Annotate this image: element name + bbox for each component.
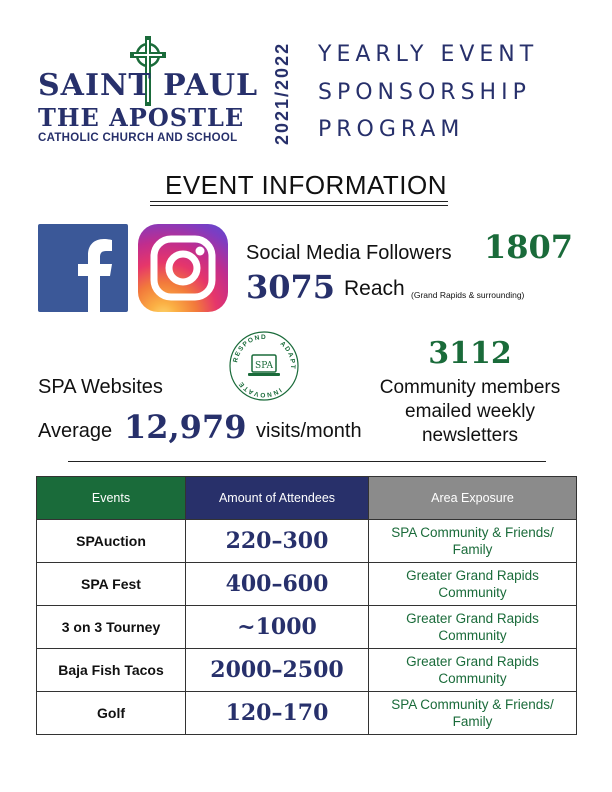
seal-monogram: SPA	[255, 361, 273, 371]
seal-word-2: ADAPT	[278, 340, 297, 371]
respond-adapt-innovate-seal-icon	[228, 330, 300, 402]
email-text-line1: Community members	[379, 377, 561, 398]
table-row	[37, 649, 577, 692]
header-events: Events	[37, 477, 186, 520]
email-text-line2: emailed weekly	[405, 401, 535, 422]
logo-name-line1: SAINT PAUL	[38, 68, 259, 103]
event-attendees: 220–300	[186, 520, 369, 563]
email-description	[360, 376, 580, 448]
event-area: Greater Grand Rapids Community	[369, 606, 577, 649]
section-divider	[68, 461, 546, 462]
event-name: SPA Fest	[37, 563, 186, 606]
email-count-value: 3112	[428, 336, 512, 371]
table-row	[37, 563, 577, 606]
event-attendees: 120–170	[186, 692, 369, 735]
title-divider	[150, 201, 448, 206]
logo-name-line2: THE APOSTLE	[38, 103, 245, 132]
svg-text:RESPOND	[232, 334, 267, 363]
header-attendees: Amount of Attendees	[186, 477, 369, 520]
instagram-icon	[138, 224, 228, 312]
seal-word-1: RESPOND	[232, 333, 268, 364]
event-name: 3 on 3 Tourney	[37, 606, 186, 649]
svg-text:ADAPT	[279, 340, 296, 370]
followers-value: 1807	[484, 228, 574, 266]
email-text-line3: newsletters	[421, 425, 519, 446]
program-title-line3: PROGRAM	[318, 117, 465, 142]
section-title: EVENT INFORMATION	[165, 170, 447, 200]
event-area: Greater Grand Rapids Community	[369, 649, 577, 692]
events-table	[36, 476, 577, 735]
program-title-line1: YEARLY EVENT	[318, 42, 539, 67]
table-header-row	[37, 477, 577, 520]
event-attendees: 2000–2500	[186, 649, 369, 692]
event-name: Golf	[37, 692, 186, 735]
facebook-icon	[38, 224, 128, 312]
event-area: Greater Grand Rapids Community	[369, 563, 577, 606]
reach-label: Reach	[344, 277, 405, 300]
average-visits-value: 12,979	[124, 408, 247, 446]
average-visits-unit: visits/month	[256, 420, 362, 442]
average-label: Average	[38, 420, 113, 442]
websites-label: SPA Websites	[38, 376, 163, 398]
reach-value: 3075	[246, 268, 336, 306]
seal-word-3: INNOVATE	[237, 379, 283, 399]
logo-subtitle: CATHOLIC CHURCH AND SCHOOL	[38, 132, 238, 144]
program-title-line2: SPONSORSHIP	[318, 80, 531, 105]
svg-text:INNOVATE	[237, 379, 282, 398]
event-name: SPAuction	[37, 520, 186, 563]
followers-label: Social Media Followers	[246, 242, 452, 264]
event-area: SPA Community & Friends/ Family	[369, 520, 577, 563]
program-year: 2021/2022	[272, 41, 292, 145]
header-area-exposure: Area Exposure	[369, 477, 577, 520]
table-row	[37, 606, 577, 649]
table-row	[37, 692, 577, 735]
event-attendees: ~1000	[186, 606, 369, 649]
event-area: SPA Community & Friends/ Family	[369, 692, 577, 735]
event-name: Baja Fish Tacos	[37, 649, 186, 692]
reach-note: (Grand Rapids & surrounding)	[411, 290, 525, 300]
event-attendees: 400–600	[186, 563, 369, 606]
table-row	[37, 520, 577, 563]
